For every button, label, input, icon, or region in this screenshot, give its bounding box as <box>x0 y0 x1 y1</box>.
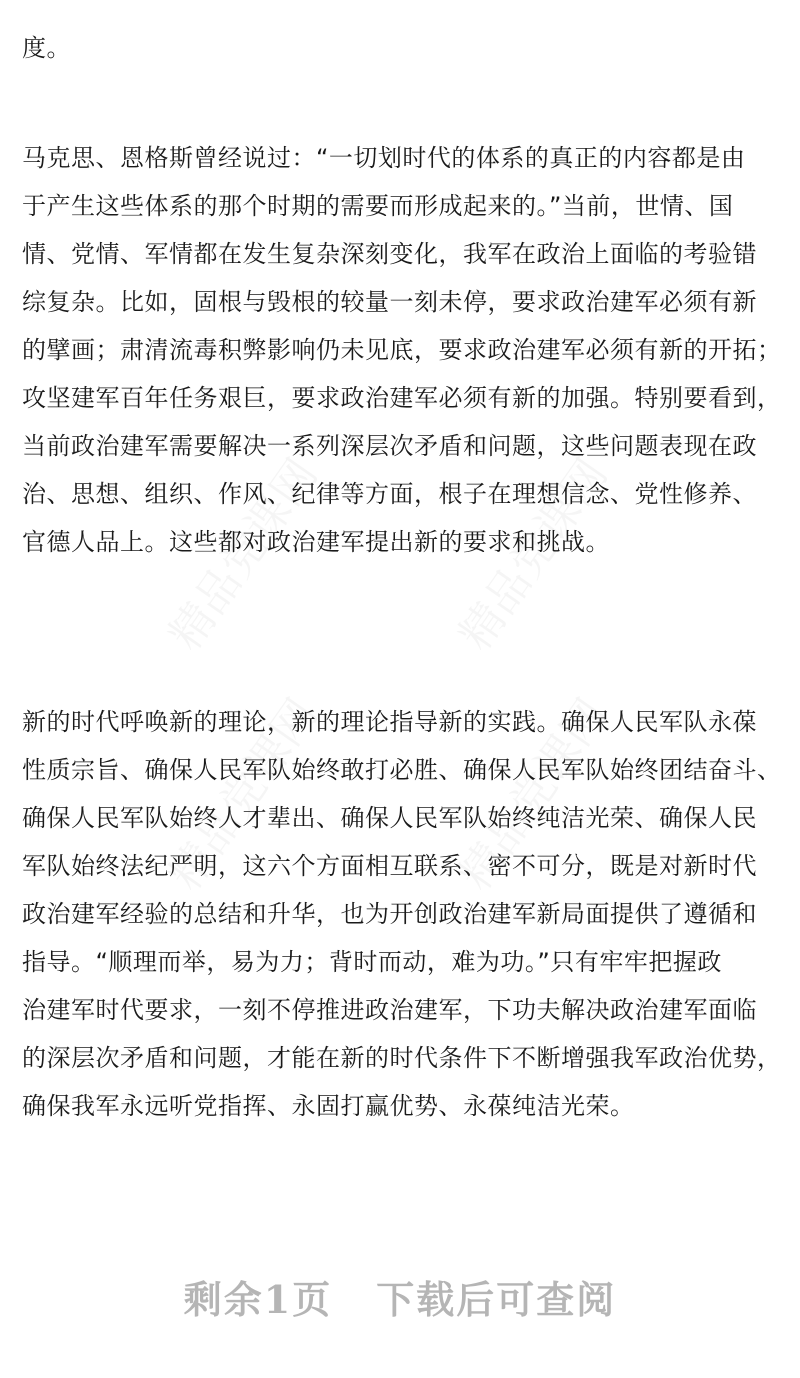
text-line: 确保人民军队始终人才辈出、确保人民军队始终纯洁光荣、确保人民 <box>22 804 757 832</box>
text-line: 情、党情、军情都在发生复杂深刻变化，我军在政治上面临的考验错 <box>22 240 757 268</box>
download-label: 下载后可查阅 <box>376 1277 617 1322</box>
text-line: 的深层次矛盾和问题，才能在新的时代条件下不断增强我军政治优势， <box>22 1044 782 1072</box>
text-line: 于产生这些体系的那个时期的需要而形成起来的。”当前，世情、国 <box>22 192 734 220</box>
text-line: 马克思、恩格斯曾经说过：“一切划时代的体系的真正的内容都是由 <box>22 144 746 172</box>
text-line: 度。 <box>22 34 71 62</box>
text-line: 的擘画；肃清流毒积弊影响仍未见底，要求政治建军必须有新的开拓； <box>22 336 782 364</box>
text-line: 综复杂。比如，固根与毁根的较量一刻未停，要求政治建军必须有新 <box>22 288 757 316</box>
text-line: 治、思想、组织、作风、纪律等方面，根子在理想信念、党性修养、 <box>22 480 757 508</box>
text-line: 性质宗旨、确保人民军队始终敢打必胜、确保人民军队始终团结奋斗、 <box>22 756 782 784</box>
paragraph-2 <box>22 134 782 566</box>
paragraph-3 <box>22 698 782 1130</box>
text-line: 指导。“顺理而举，易为力；背时而动，难为功。”只有牢牢把握政 <box>22 948 722 976</box>
text-line: 官德人品上。这些都对政治建军提出新的要求和挑战。 <box>22 528 610 556</box>
paragraph-1 <box>22 24 782 72</box>
text-line: 政治建军经验的总结和升华，也为开创政治建军新局面提供了遵循和 <box>22 900 757 928</box>
text-line: 当前政治建军需要解决一系列深层次矛盾和问题，这些问题表现在政 <box>22 432 757 460</box>
download-to-view-button[interactable] <box>0 1270 800 1330</box>
remaining-pages-label: 剩余1页 <box>183 1277 333 1322</box>
text-line: 治建军时代要求，一刻不停推进政治建军，下功夫解决政治建军面临 <box>22 996 757 1024</box>
text-line: 军队始终法纪严明，这六个方面相互联系、密不可分，既是对新时代 <box>22 852 757 880</box>
text-line: 攻坚建军百年任务艰巨，要求政治建军必须有新的加强。特别要看到， <box>22 384 782 412</box>
text-line: 新的时代呼唤新的理论，新的理论指导新的实践。确保人民军队永葆 <box>22 708 757 736</box>
text-line: 确保我军永远听党指挥、永固打赢优势、永葆纯洁光荣。 <box>22 1092 635 1120</box>
